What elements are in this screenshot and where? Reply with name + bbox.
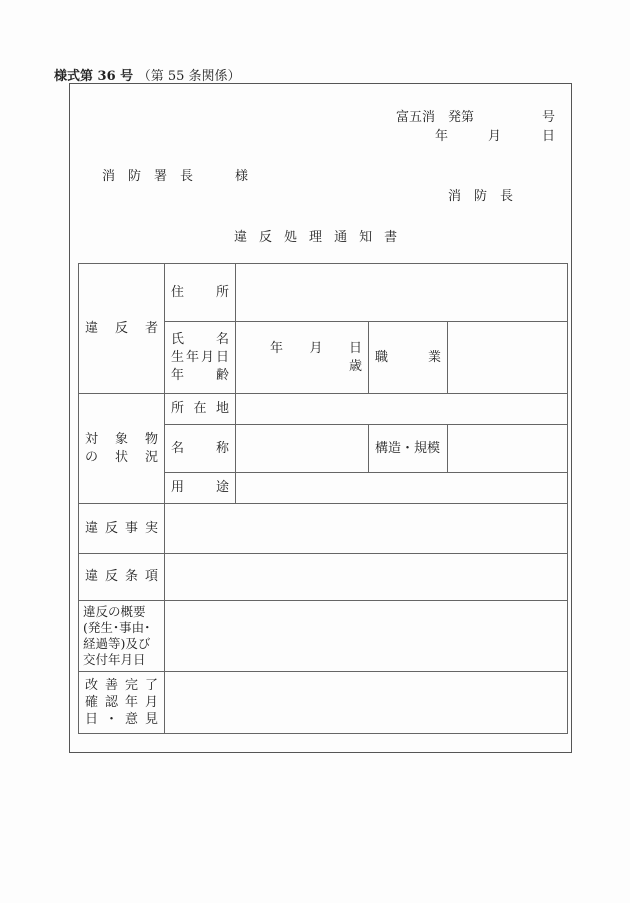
char: 違 — [85, 569, 99, 584]
char: 氏 — [171, 331, 185, 347]
char: 年 — [124, 695, 138, 710]
char: 署 — [154, 169, 168, 184]
summary-line: 違反の概要 — [83, 604, 146, 619]
char: 用 — [171, 480, 185, 495]
char: 業 — [427, 349, 441, 365]
char: 住 — [171, 284, 185, 300]
char: 完 — [124, 678, 138, 693]
char: 月 — [309, 340, 323, 356]
improvement-label-cell — [79, 672, 165, 734]
char: 月 — [200, 349, 214, 365]
char: の — [85, 449, 99, 465]
sender — [448, 185, 513, 204]
char: 反 — [104, 520, 118, 536]
document-title — [234, 226, 397, 245]
summary-field[interactable] — [165, 601, 568, 672]
honorific: 様 — [235, 169, 249, 184]
char: 違 — [85, 320, 99, 336]
char: 消 — [448, 189, 462, 204]
char: 地 — [215, 401, 229, 416]
char: 事 — [124, 520, 138, 536]
char: 物 — [144, 431, 158, 447]
target-name-field[interactable] — [236, 425, 369, 473]
char: 消 — [102, 169, 116, 184]
address-label-cell — [165, 264, 236, 322]
document-number-suffix: 号 — [542, 110, 556, 125]
structure-label-cell — [369, 425, 448, 473]
violator-label-cell — [79, 264, 165, 394]
violation-clause-label-cell — [79, 554, 165, 601]
date-month: 月 — [488, 129, 502, 144]
document-number-prefix: 富五消 発第 — [396, 110, 475, 125]
char: 日 — [348, 340, 362, 356]
char: 確 — [85, 695, 99, 710]
location-field[interactable] — [236, 394, 568, 425]
char: 称 — [215, 440, 229, 456]
char: 処 — [284, 230, 298, 245]
improvement-field[interactable] — [165, 672, 568, 734]
location-label-cell — [165, 394, 236, 425]
occupation-field[interactable] — [448, 322, 568, 394]
age-unit: 歳 — [348, 358, 362, 374]
summary-label-cell — [79, 601, 165, 672]
violation-clause-field[interactable] — [165, 554, 568, 601]
char: 反 — [259, 230, 273, 245]
form-number-main: 様式第 36 号 — [54, 69, 134, 84]
char: 防 — [128, 169, 142, 184]
summary-line: (発生･事由･ — [83, 620, 151, 635]
name-birth-age-label-cell — [165, 322, 236, 394]
char: 状 — [114, 449, 128, 465]
char: 対 — [85, 431, 99, 447]
char: 善 — [104, 678, 118, 693]
char: 意 — [124, 712, 138, 727]
structure-field[interactable] — [448, 425, 568, 473]
date-year: 年 — [435, 129, 449, 144]
char: 防 — [474, 189, 488, 204]
char: 況 — [144, 449, 158, 465]
char: 途 — [215, 480, 229, 495]
char: 生 — [171, 349, 185, 365]
char: 違 — [234, 230, 248, 245]
structure-label: 構造・規模 — [375, 440, 441, 456]
use-label-cell — [165, 473, 236, 504]
summary-line: 経過等)及び — [83, 636, 151, 651]
char: 反 — [114, 320, 128, 336]
char: 名 — [171, 440, 185, 456]
char: 了 — [144, 678, 158, 693]
violation-fact-field[interactable] — [165, 504, 568, 554]
form-number-ref: （第 55 条関係） — [137, 69, 241, 84]
char: 書 — [384, 230, 398, 245]
char: 長 — [180, 169, 194, 184]
char: 所 — [171, 401, 185, 416]
char: 知 — [359, 230, 373, 245]
char: 名 — [215, 331, 229, 347]
char: 象 — [114, 431, 128, 447]
address-field[interactable] — [236, 264, 568, 322]
char: 実 — [144, 520, 158, 536]
summary-line: 交付年月日 — [83, 652, 146, 667]
char: 日 — [85, 712, 99, 727]
char: 反 — [104, 569, 118, 584]
char: 条 — [124, 569, 138, 584]
char: 長 — [500, 189, 514, 204]
char: 年 — [171, 367, 185, 383]
target-label-cell — [79, 394, 165, 504]
char: 違 — [85, 520, 99, 536]
char: 改 — [85, 678, 99, 693]
char: 見 — [144, 712, 158, 727]
char: 年 — [185, 349, 199, 365]
date-day: 日 — [542, 129, 556, 144]
char: 日 — [215, 349, 229, 365]
form-number — [54, 65, 241, 84]
char: 年 — [270, 340, 284, 356]
char: 通 — [334, 230, 348, 245]
char: 者 — [144, 320, 158, 336]
target-name-label-cell — [165, 425, 236, 473]
char: 理 — [309, 230, 323, 245]
char: 在 — [193, 401, 207, 416]
char: 齢 — [215, 367, 229, 383]
violation-fact-label-cell — [79, 504, 165, 554]
violation-table — [78, 263, 568, 734]
occupation-label-cell — [369, 322, 448, 394]
char: 認 — [104, 695, 118, 710]
char: 月 — [144, 695, 158, 710]
use-field[interactable] — [236, 473, 568, 504]
char: 職 — [375, 349, 389, 365]
addressee — [102, 165, 193, 184]
char: ・ — [104, 712, 118, 727]
char: 項 — [144, 569, 158, 584]
name-birth-age-field[interactable] — [236, 322, 369, 394]
char: 所 — [215, 284, 229, 300]
